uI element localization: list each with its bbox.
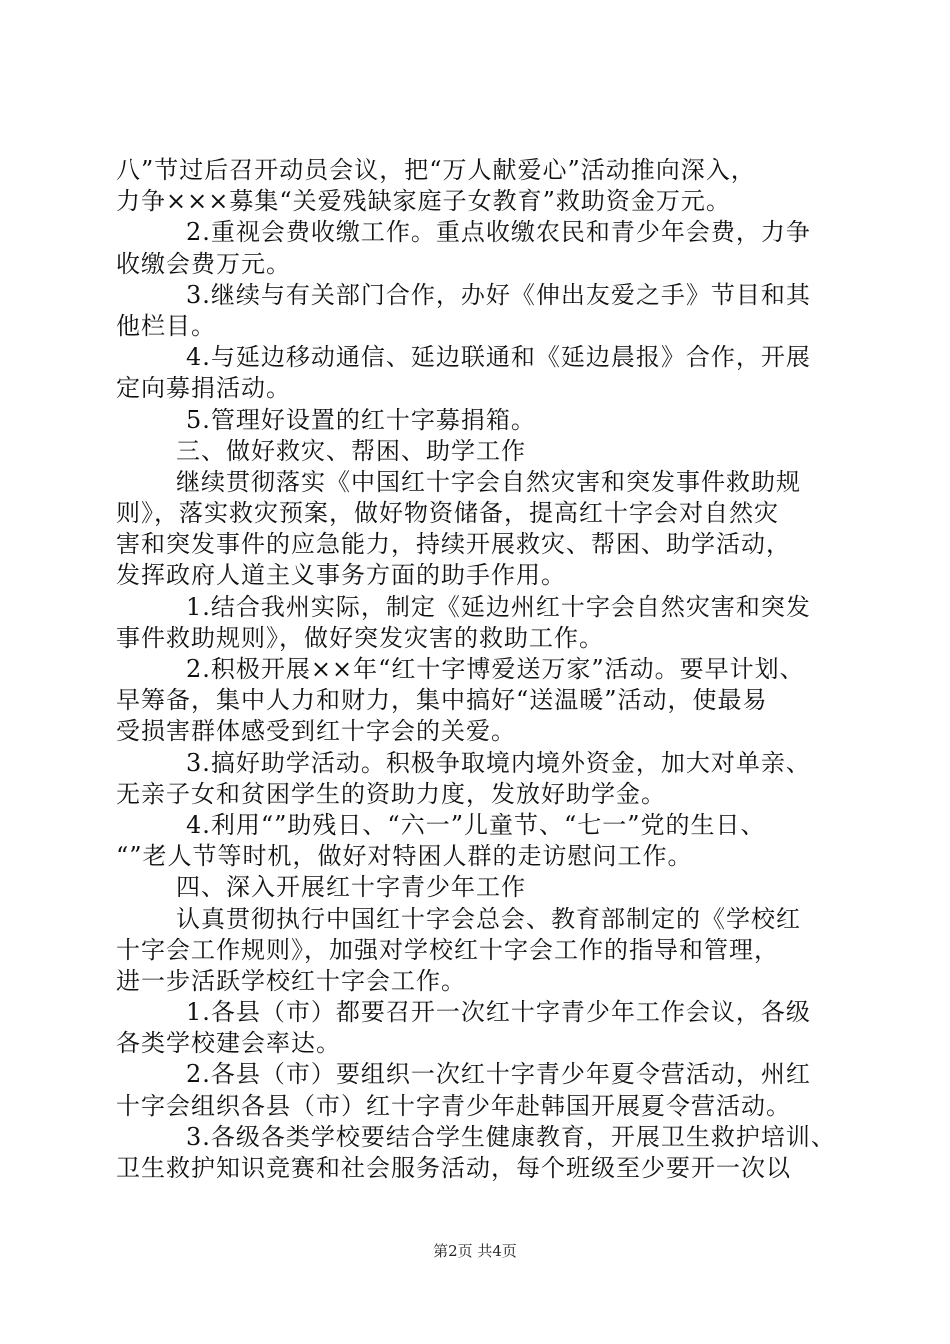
text-line: 则》，落实救灾预案，做好物资储备，提高红十字会对自然灾	[116, 499, 779, 527]
text-line: 十字会工作规则》，加强对学校红十字会工作的指导和管理，	[116, 936, 779, 964]
text-line: 早筹备，集中人力和财力，集中搞好“送温暖”活动，使最易	[116, 686, 768, 714]
list-item-line: 3.继续与有关部门合作，办好《伸出友爱之手》节目和其	[186, 281, 811, 309]
paragraph-line: 继续贯彻落实《中国红十字会自然灾害和突发事件救助规	[176, 468, 801, 496]
list-item-line: 1.各县（市）都要召开一次红十字青少年工作会议，各级	[186, 998, 811, 1026]
text-line: 事件救助规则》，做好突发灾害的救助工作。	[116, 624, 604, 652]
text-line: 力争×××募集“关爱残缺家庭子女教育”救助资金万元。	[116, 187, 731, 215]
list-item-line: 2.重视会费收缴工作。重点收缴农民和青少年会费，力争	[186, 218, 811, 246]
page-footer: 第2页 共4页	[433, 1242, 517, 1260]
text-line: 卫生救护知识竞赛和社会服务活动，每个班级至少要开一次以	[116, 1154, 791, 1182]
section-heading: 四、深入开展红十字青少年工作	[176, 873, 526, 901]
list-item-line: 4.与延边移动通信、延边联通和《延边晨报》合作，开展	[186, 343, 811, 371]
text-line: “”老人节等时机，做好对特困人群的走访慰问工作。	[116, 842, 693, 870]
paragraph-line: 认真贯彻执行中国红十字会总会、教育部制定的《学校红	[176, 905, 801, 933]
text-line: 收缴会费万元。	[116, 250, 291, 278]
text-line: 定向募捐活动。	[116, 374, 291, 402]
list-item-line: 3.搞好助学活动。积极争取境内境外资金，加大对单亲、	[186, 749, 811, 777]
list-item-line: 3.各级各类学校要结合学生健康教育，开展卫生救护培训、	[186, 1123, 836, 1151]
text-line: 各类学校建会率达。	[116, 1029, 341, 1057]
list-item-line: 2.各县（市）要组织一次红十字青少年夏令营活动，州红	[186, 1060, 811, 1088]
text-line: 八”节过后召开动员会议，把“万人献爱心”活动推向深入，	[116, 156, 756, 184]
text-line: 进一步活跃学校红十字会工作。	[116, 967, 466, 995]
text-line: 受损害群体感受到红十字会的关爱。	[116, 717, 516, 745]
list-item-line: 2.积极开展××年“红十字博爱送万家”活动。要早计划、	[186, 655, 805, 683]
list-item-line: 4.利用“”助残日、“六一”儿童节、“七一”党的生日、	[186, 811, 766, 839]
text-line: 发挥政府人道主义事务方面的助手作用。	[116, 561, 566, 589]
list-item-line: 5.管理好设置的红十字募捐箱。	[186, 406, 536, 434]
list-item-line: 1.结合我州实际，制定《延边州红十字会自然灾害和突发	[186, 593, 811, 621]
text-line: 害和突发事件的应急能力，持续开展救灾、帮困、助学活动，	[116, 530, 791, 558]
section-heading: 三、做好救灾、帮困、助学工作	[176, 437, 526, 465]
text-line: 他栏目。	[116, 312, 216, 340]
text-line: 无亲子女和贫困学生的资助力度，发放好助学金。	[116, 780, 666, 808]
text-line: 十字会组织各县（市）红十字青少年赴韩国开展夏令营活动。	[116, 1092, 791, 1120]
